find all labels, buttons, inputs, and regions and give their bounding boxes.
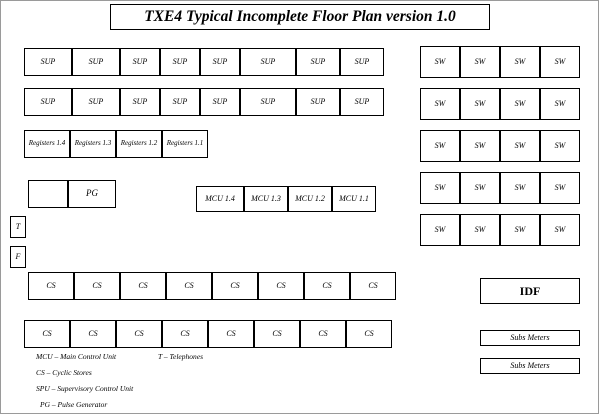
sup-cell[interactable]: SUP — [160, 48, 200, 76]
registers-cell[interactable]: Registers 1.4 — [24, 130, 70, 158]
cs-cell[interactable]: CS — [212, 272, 258, 300]
blank-cell[interactable] — [28, 180, 68, 208]
sw-cell[interactable]: SW — [540, 214, 580, 246]
sw-cell[interactable]: SW — [460, 130, 500, 162]
mcu-cell[interactable]: MCU 1.2 — [288, 186, 332, 212]
cs-cell[interactable]: CS — [24, 320, 70, 348]
registers-cell[interactable]: Registers 1.1 — [162, 130, 208, 158]
cs-cell[interactable]: CS — [70, 320, 116, 348]
cs-cell[interactable]: CS — [28, 272, 74, 300]
legend-item-mcu: MCU – Main Control Unit — [36, 352, 117, 361]
legend-item-cs: CS – Cyclic Stores — [36, 368, 92, 377]
cs-cell[interactable]: CS — [208, 320, 254, 348]
sw-cell[interactable]: SW — [460, 172, 500, 204]
sw-cell[interactable]: SW — [500, 130, 540, 162]
sw-cell[interactable]: SW — [540, 88, 580, 120]
cs-cell[interactable]: CS — [166, 272, 212, 300]
sw-cell[interactable]: SW — [460, 46, 500, 78]
legend-item-telephones: T – Telephones — [158, 352, 204, 361]
sup-cell[interactable]: SUP — [340, 48, 384, 76]
legend-item-pg: PG – Pulse Generator — [40, 400, 108, 409]
pg-cell[interactable]: PG — [68, 180, 116, 208]
sw-cell[interactable]: SW — [540, 130, 580, 162]
registers-cell[interactable]: Registers 1.3 — [70, 130, 116, 158]
sw-cell[interactable]: SW — [420, 46, 460, 78]
sup-cell[interactable]: SUP — [120, 88, 160, 116]
sw-cell[interactable]: SW — [500, 214, 540, 246]
cs-cell[interactable]: CS — [162, 320, 208, 348]
cs-cell[interactable]: CS — [74, 272, 120, 300]
sw-cell[interactable]: SW — [540, 172, 580, 204]
cs-cell[interactable]: CS — [254, 320, 300, 348]
cs-cell[interactable]: CS — [120, 272, 166, 300]
cs-cell[interactable]: CS — [258, 272, 304, 300]
sup-cell[interactable]: SUP — [200, 88, 240, 116]
sup-cell[interactable]: SUP — [340, 88, 384, 116]
sup-cell[interactable]: SUP — [200, 48, 240, 76]
sw-cell[interactable]: SW — [420, 172, 460, 204]
sup-cell[interactable]: SUP — [72, 48, 120, 76]
sup-cell[interactable]: SUP — [240, 88, 296, 116]
page-title: TXE4 Typical Incomplete Floor Plan version 1.0 — [144, 8, 456, 25]
subs-meters-cell[interactable]: Subs Meters — [480, 330, 580, 346]
cs-cell[interactable]: CS — [350, 272, 396, 300]
cs-cell[interactable]: CS — [300, 320, 346, 348]
sw-cell[interactable]: SW — [500, 172, 540, 204]
sw-cell[interactable]: SW — [420, 214, 460, 246]
mcu-cell[interactable]: MCU 1.1 — [332, 186, 376, 212]
telephones-cell[interactable]: T — [10, 216, 26, 238]
idf-cell[interactable]: IDF — [480, 278, 580, 304]
sw-cell[interactable]: SW — [420, 88, 460, 120]
mcu-cell[interactable]: MCU 1.3 — [244, 186, 288, 212]
sw-cell[interactable]: SW — [460, 214, 500, 246]
diagram-title-box — [110, 4, 490, 30]
sw-cell[interactable]: SW — [500, 88, 540, 120]
sup-cell[interactable]: SUP — [24, 88, 72, 116]
sup-cell[interactable]: SUP — [120, 48, 160, 76]
registers-cell[interactable]: Registers 1.2 — [116, 130, 162, 158]
sw-cell[interactable]: SW — [500, 46, 540, 78]
sup-cell[interactable]: SUP — [160, 88, 200, 116]
sup-cell[interactable]: SUP — [24, 48, 72, 76]
f-cell[interactable]: F — [10, 246, 26, 268]
cs-cell[interactable]: CS — [346, 320, 392, 348]
subs-meters-cell[interactable]: Subs Meters — [480, 358, 580, 374]
sup-cell[interactable]: SUP — [296, 48, 340, 76]
legend-item-spu: SPU – Supervisory Control Unit — [36, 384, 134, 393]
mcu-cell[interactable]: MCU 1.4 — [196, 186, 244, 212]
sup-cell[interactable]: SUP — [296, 88, 340, 116]
cs-cell[interactable]: CS — [304, 272, 350, 300]
cs-cell[interactable]: CS — [116, 320, 162, 348]
sw-cell[interactable]: SW — [460, 88, 500, 120]
sup-cell[interactable]: SUP — [240, 48, 296, 76]
sup-cell[interactable]: SUP — [72, 88, 120, 116]
sw-cell[interactable]: SW — [540, 46, 580, 78]
sw-cell[interactable]: SW — [420, 130, 460, 162]
